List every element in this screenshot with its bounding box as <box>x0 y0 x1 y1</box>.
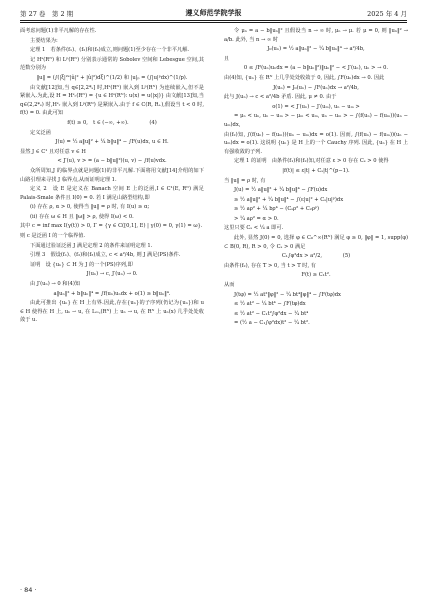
equation: |f(t)| ≤ ε|t| + Cₛ|t|^(p−1). <box>282 167 350 174</box>
equation: 0 ≤ ∫F(uₙ)uₙdx = (a − b‖uₙ‖²)‖uₙ‖² − < J′(uₙ), uₙ > → 0. <box>243 65 389 72</box>
equation-4: f(t) ≥ 0, t ∈ (−∞, +∞). (4) <box>67 119 157 126</box>
paragraph: 定义泛函 <box>30 129 51 136</box>
left-column <box>20 27 204 575</box>
equation: ≥ ½ aρ² + ¼ bρ⁴ − (Cₛρ² + C₂ρᵖ) <box>234 206 320 213</box>
equation: > ¼ aρ² = α > 0. <box>234 215 279 222</box>
paragraph: 由文献[12]知,当 q∈[2,2*ₛ] 时,Hˢ(Rᴺ) 嵌入到 Lᵖ(Rᴺ) 为连续嵌入,但不是紧嵌入.为此,设 H = Hˢᵣ(Rᴺ) = {u ∈ Hˢ(Rᴺ): u(x) = u(|x|)} 由文献[13]知,当 q∈(2,2*ₛ) 时,Hˢᵣ 嵌入到 Lᵖ(Rᴺ) 是紧嵌入.由于 f ∈ C(R, R₊),假设当 t < 0 时, f(t) = 0. 由此可知 <box>20 84 204 117</box>
paragraph: 面考虑问题(1)非平凡解的存在性. <box>20 28 97 34</box>
definition-2: 定义 2 设 E 是定义在 Banach 空间 E 上的泛函,I ∈ C¹(E, Rᴺ) 满足 Palais-Smale 条件且 I(0) = 0. 若 I 满足山路型结构,即 <box>20 186 204 201</box>
equation: J(u) = ½ a‖u‖² + ¼ b‖u‖⁴ − ∫F(u)dx <box>234 187 328 194</box>
equation: ≤ ½ at² − ¼ bt⁴ − ∫F(tφ)dx <box>234 301 306 308</box>
journal-volume-issue: 第 27 卷 第 2 期 <box>20 10 74 18</box>
paragraph: 令 μₙ = a − b‖uₙ‖² 且假设当 n → ∞ 时, μₙ → μ. 若 μ = 0, 则 ‖uₙ‖² → a/b. 此外, 当 n → ∞ 时 <box>224 28 408 43</box>
paragraph: 众所周知,J 的临界点就是问题(1)的非平凡解.下面将用文献[14]介绍的如下山路引理来寻找 J 临界点,从而证明定理 1. <box>20 167 204 183</box>
norm-formula: ‖u‖ = (∫(|ξ|²ˢ|û|² + |û|²)dξ)^(1/2) 和 |u|ₚ = (∫|u|ᵖdx)^(1/p). <box>36 74 188 81</box>
paragraph: 当 ‖u‖ = ρ 时, 有 <box>224 177 266 184</box>
paragraph: 这里只要 Cₛ < ¼ a 即可. <box>224 225 284 232</box>
proof-theorem-1: 定理 1 的证明 由条件(f₁)和(f₂)知,对任意 ε > 0 存在 Cₛ > 0 使得 <box>234 158 389 165</box>
equation: ≥ ½ a‖u‖² + ¼ b‖u‖⁴ − ∫(ε|u|² + Cₛ|u|ᵖ)dx <box>234 196 344 203</box>
paragraph: 显然 J ∈ C¹ 且对任意 v ∈ H <box>20 148 86 155</box>
equation: J₀(uₙ) = ½ a‖uₙ‖² − ¼ b‖uₙ‖⁴ → a²/4b, <box>267 46 365 53</box>
right-column <box>224 27 408 575</box>
equation: o(1) = < J′(uₙ) − J′(uₘ), uₙ − uₘ > <box>272 103 360 110</box>
paragraph: 由条件(f₂), 存在 T > 0, 当 t > T 时, 有 <box>224 262 316 269</box>
paragraph: 下面通过验证泛函 J 满足定理 2 的条件来证明定理 1. <box>30 242 153 249</box>
header-rule-thick <box>20 20 407 21</box>
equation: = (½ a − C₁∫φ²dx)t² − ¼ bt². <box>234 320 310 327</box>
paragraph: 由此可推出 {uₙ} 在 H 上有界.因此,存在{uₙ}的子序列(仍记为{uₙ})和 u ∈ H 使得在 H 上, uₙ ⇀ u, 在 Lₗₒ꜀(Rᴺ) 上 uₙ → u, 在 Rᴺ 上 uₙ(x) 几乎处处收敛于 u. <box>20 300 204 324</box>
paragraph: 从而 <box>224 282 235 289</box>
paragraph: 由(f₂)知, ∫(f(uₙ) − f(uₘ))(uₙ − uₘ)dx = o(1). 因而, ∫(f(uₙ) − f(uₘ))(uₙ − uₘ)dx = o(1). 这说明 {uₙ} 是 H 上的一个 Cauchy 序列. 因此, {uₙ} 在 H 上有强收敛的子列. <box>224 131 408 155</box>
proof-start: 证明 设 {uₙ} ⊂ H 为 J 的一个(PS)序列,即 <box>30 261 133 268</box>
theorem-1: 定理 1 若条件(f₁)、(f₂)和(f₃)成立,则问题(1)至少存在一个非平凡解. <box>30 47 190 54</box>
paragraph: 此与 J(uₙ) → c < a²/4b 矛盾. 因此, μ ≠ 0. 由于 <box>224 94 337 101</box>
equation: ≤ ½ at² − C₁t²∫φ²dx − ¼ bt⁴ <box>234 310 309 317</box>
equation-5: C₁∫φ²dx > a²/2, (5) <box>281 253 351 260</box>
equation: = μₙ < uₙ, uₙ − uₘ > − μₘ < uₘ, uₙ − uₘ > − ∫(f(uₙ) − f(uₘ))(uₙ − uₘ)dx, <box>224 113 408 128</box>
paragraph: 且 <box>224 55 230 62</box>
publication-date: 2025 年 4 月 <box>367 10 407 18</box>
equation: J(tφ) = ½ at²‖φ‖² − ¼ bt⁴‖φ‖⁴ − ∫F(tφ)dx <box>234 291 341 298</box>
journal-title: 遵义师范学院学报 <box>185 9 242 17</box>
bound-formula: a‖uₙ‖² + b‖uₙ‖⁴ = ∫f(uₙ)uₙdx + o(1) ≥ b‖uₙ‖⁴. <box>53 290 171 297</box>
functional-definition: J(u) = ½ a‖u‖² + ¼ b‖u‖⁴ − ∫F(u)dx, u ∈ H. <box>55 139 169 146</box>
paragraph: 由(4)知, {uₙ} 在 Rᴺ 上几乎处处收敛于 0, 因此, ∫F(uₙ)dx → 0. 因此 <box>224 74 385 81</box>
paragraph: 其中 c = inf max I(γ(t)) > 0, Γ = {γ ∈ C([0,1], E) | γ(0) = 0, γ(1) = ω}. <box>20 223 203 230</box>
header-rule-thin <box>20 22 407 23</box>
paragraph: 由 J′(uₙ) → 0 和(4)知 <box>30 281 81 288</box>
condition-ii: (ii) 存在 ω ∈ H 且 ‖ω‖ > ρ, 使得 I(ω) < 0. <box>30 213 134 220</box>
page-number: · 84 · <box>20 586 37 594</box>
paragraph: 主要结果为: <box>30 37 58 44</box>
paragraph: 此外, 显然 J(0) = 0, 选择 φ ∈ C₀^∞(Rᴺ) 满足 φ ≥ 0, ‖φ‖ = 1, supp(φ) ⊂ B(0, R), R > 0, 令 Cₛ > 0 满足 <box>224 235 408 250</box>
derivative-formula: < J′(u), v > = (a − b‖u‖²)(u, v) − ∫f(u)vdx. <box>57 158 167 165</box>
ps-sequence: J(uₙ) → c, J′(uₙ) → 0. <box>86 271 138 278</box>
equation: F(t) ≥ C₁t². <box>301 272 331 279</box>
paragraph: 则 c 是泛函 I 的一个临界值. <box>20 233 86 240</box>
condition-i: (i) 存在 ρ, α > 0, 使得当 ‖u‖ = ρ 时, 有 I(u) ≥ α; <box>30 204 150 211</box>
lemma-3: 引理 3 假设(f₁)、(f₂)和(f₃)成立, c < a²/4b, 则 J 满足(PS)条件. <box>30 252 181 259</box>
equation: J(uₙ) = J₀(uₙ) − ∫F(uₙ)dx → a²/4b, <box>273 84 359 91</box>
paragraph: 记 Hˢ(Rᴺ) 和 Lᵖ(Rᴺ) 分别表示通常的 Sobolev 空间和 Lebesgue 空间,其范数分别为 <box>20 56 204 72</box>
